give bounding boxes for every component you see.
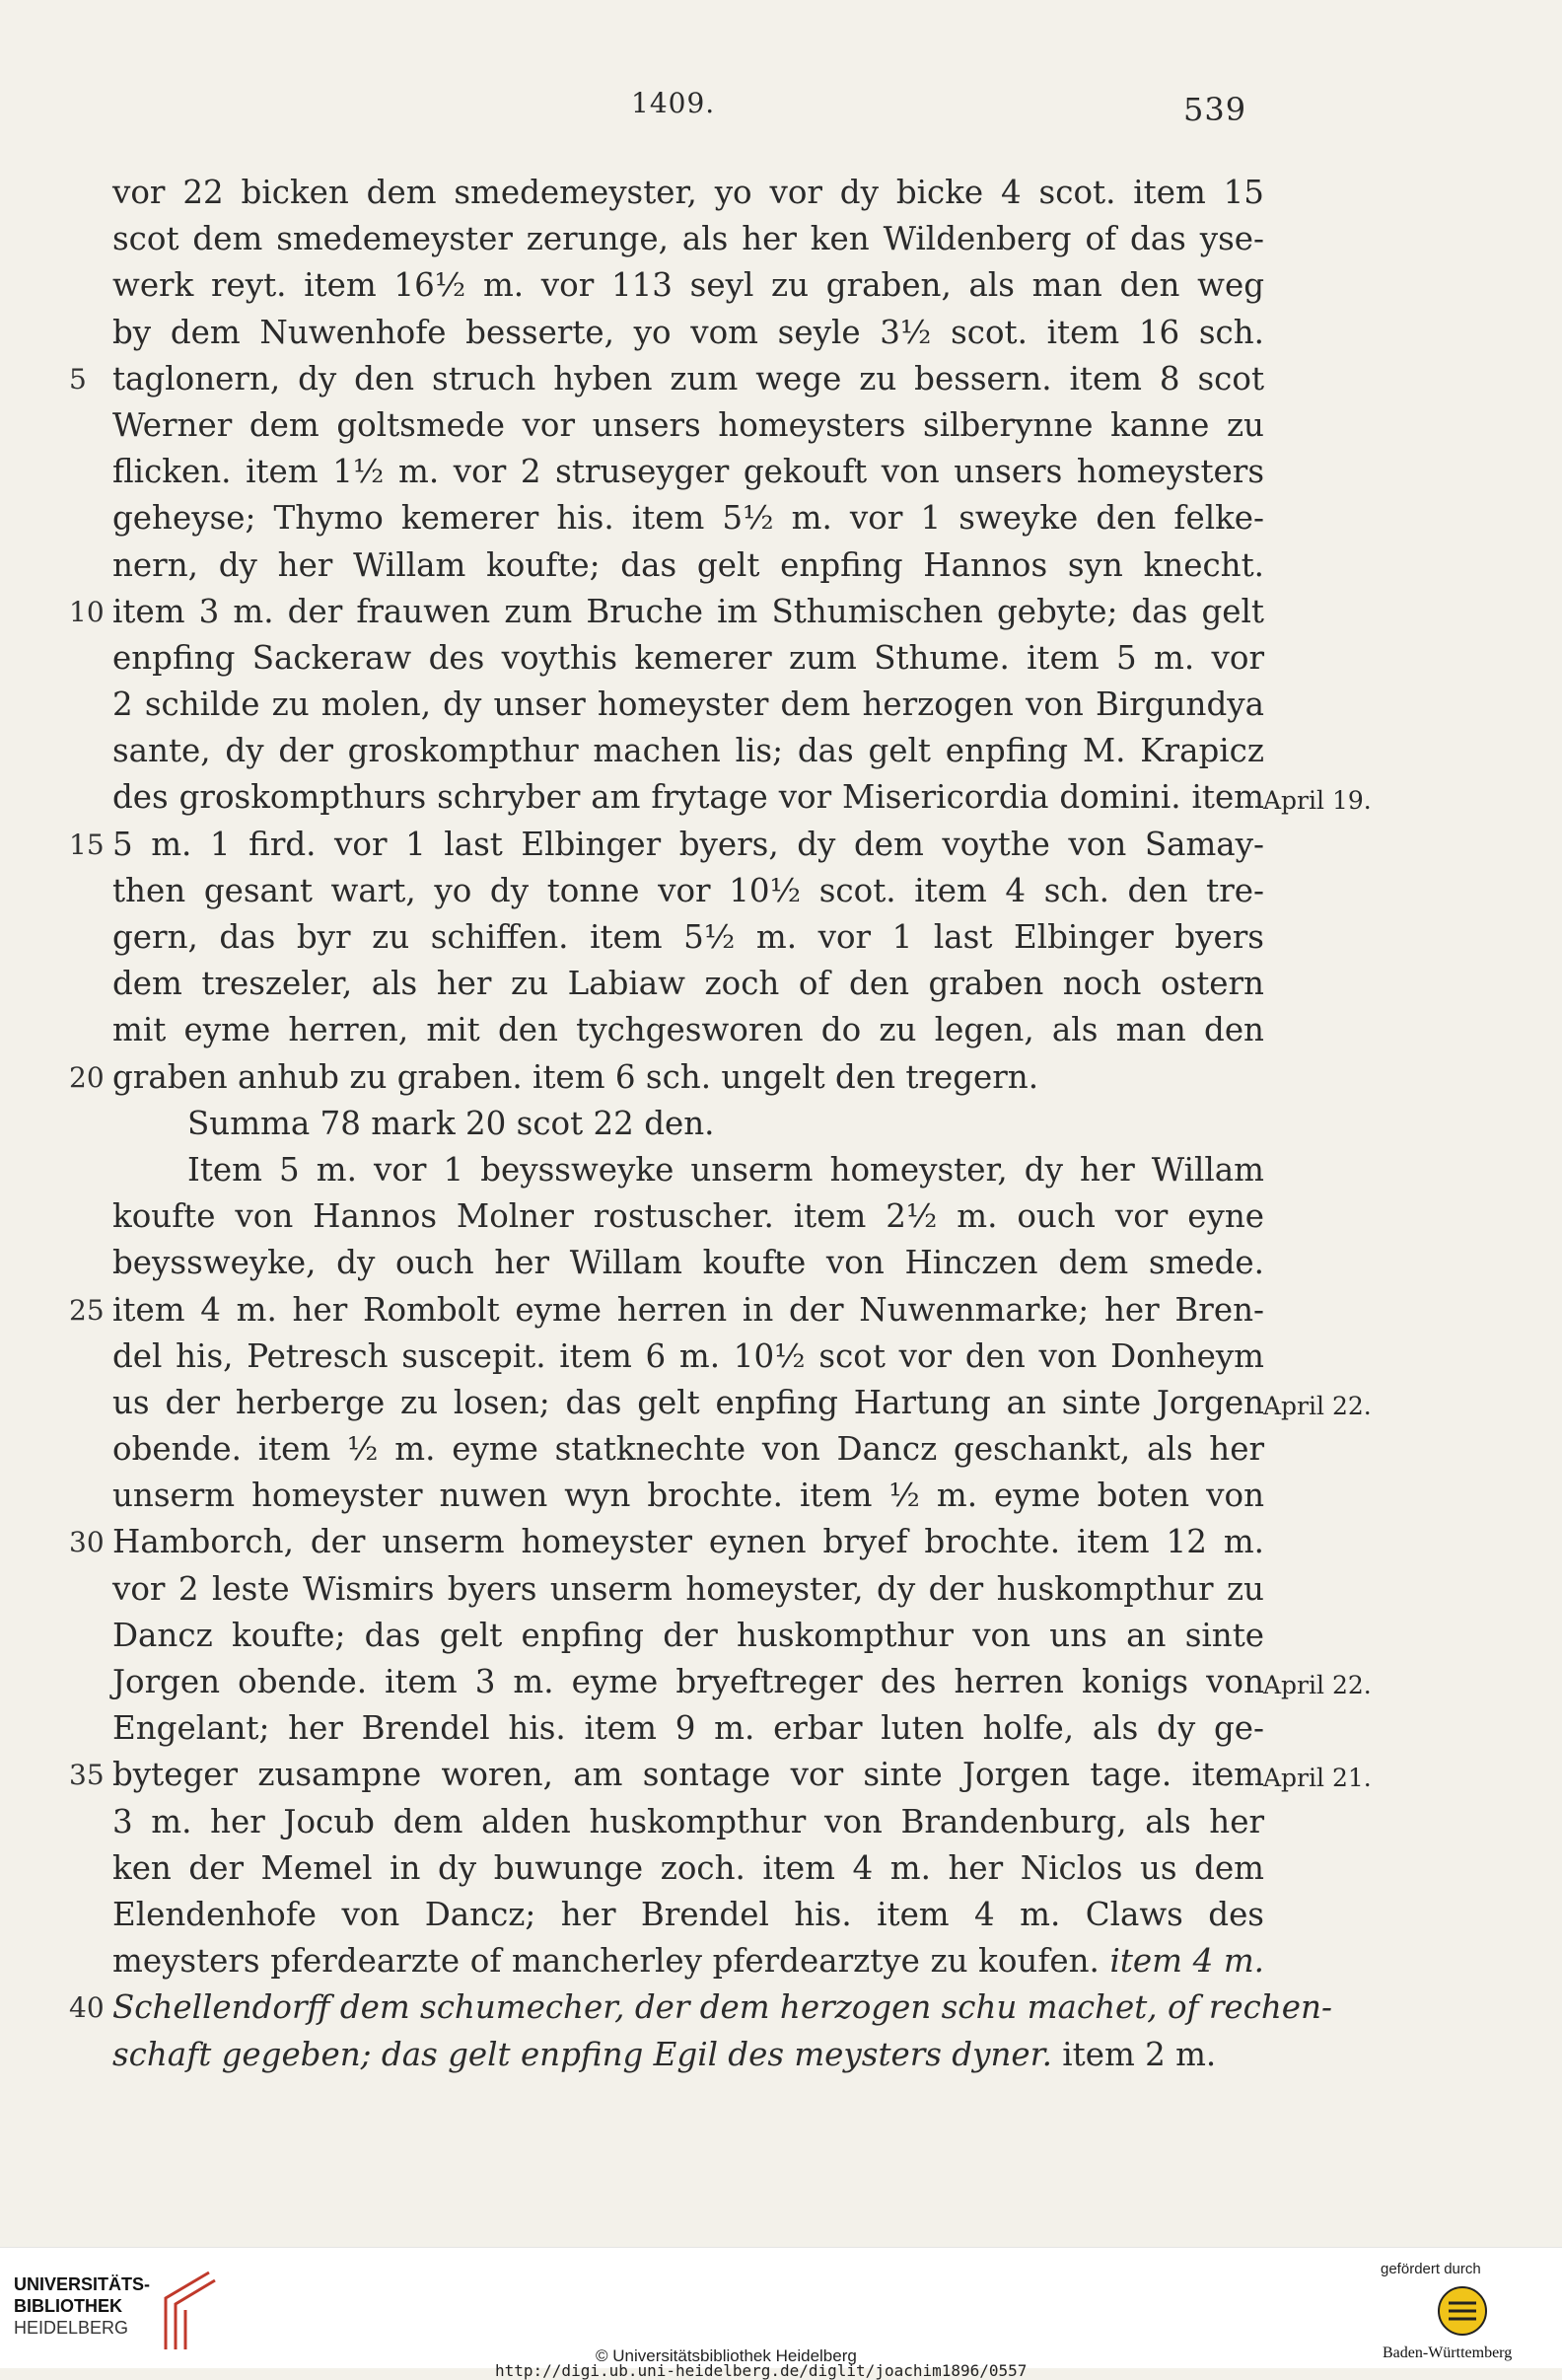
text-line <box>112 868 1264 914</box>
margin-date-note: April 22. <box>1263 1391 1372 1420</box>
line-number: 40 <box>69 1991 105 2025</box>
line-text: obende. item ½ m. eyme statknechte von Dancz geschankt, als her <box>112 1430 1264 1469</box>
text-line <box>112 961 1264 1007</box>
text-line <box>112 728 1264 774</box>
line-text: Werner dem goltsmede vor unsers homeysters silberynne kanne zu <box>112 405 1264 444</box>
line-text: Engelant; her Brendel his. item 9 m. erbar luten holfe, als dy ge- <box>112 1709 1264 1748</box>
text-line <box>112 1659 1372 1705</box>
line-text: taglonern, dy den struch hyben zum wege zu bessern. item 8 scot <box>112 359 1264 397</box>
library-name-line3: HEIDELBERG <box>14 2318 129 2338</box>
text-line <box>112 1101 1264 1147</box>
header-year: 1409. <box>631 87 716 119</box>
line-number: 20 <box>69 1060 105 1094</box>
text-line <box>112 682 1264 728</box>
line-text: Item 5 m. vor 1 beyssweyke unserm homeyster, dy her Willam <box>187 1150 1264 1189</box>
line-text: del his, Petresch suscepit. item 6 m. 10½ scot vor den von Donheym <box>112 1336 1264 1375</box>
text-line <box>112 262 1264 309</box>
margin-date-note: April 22. <box>1263 1671 1372 1699</box>
text-line <box>112 495 1264 541</box>
funder-name: Baden-Württemberg <box>1383 2344 1513 2361</box>
text-line <box>112 1705 1264 1752</box>
text-line <box>69 1519 1264 1565</box>
text-line <box>112 542 1264 589</box>
line-number: 5 <box>69 362 87 396</box>
line-text: vor 2 leste Wismirs byers unserm homeyster, dy der huskompthur zu <box>112 1569 1264 1608</box>
line-text: schaft gegeben; das gelt enpfing Egil des meysters dyner. <box>112 2035 1052 2073</box>
text-line <box>112 216 1264 262</box>
text-line <box>112 635 1264 682</box>
line-text: Dancz koufte; das gelt enpfing der huskompthur von uns an sinte <box>112 1616 1264 1654</box>
margin-date-note: April 19. <box>1263 786 1372 816</box>
text-line <box>112 1193 1264 1240</box>
line-text: gern, das byr zu schiffen. item 5½ m. vor 1 last Elbinger byers <box>112 918 1264 956</box>
line-number: 25 <box>69 1293 105 1327</box>
italic-fragment: item 4 m. <box>1109 1942 1264 1981</box>
text-line <box>112 1240 1264 1286</box>
text-line <box>112 2032 1264 2078</box>
text-line <box>112 1938 1264 1984</box>
margin-date-note: April 21. <box>1263 1764 1372 1793</box>
line-text: by dem Nuwenhofe besserte, yo vom seyle 3½ scot. item 16 sch. <box>112 313 1264 351</box>
line-text: Summa 78 mark 20 scot 22 den. <box>187 1104 715 1142</box>
text-line <box>69 356 1264 402</box>
line-text: scot dem smedemeyster zerunge, als her ken Wildenberg of das yse- <box>112 220 1264 258</box>
line-text: byteger zusampne woren, am sontage vor sinte Jorgen tage. item <box>112 1756 1264 1794</box>
line-text: mit eyme herren, mit den tychgesworen do zu legen, als man den <box>112 1011 1264 1049</box>
line-text: item 3 m. der frauwen zum Bruche im Sthumischen gebyte; das gelt <box>112 592 1264 630</box>
line-text: Schellendorff dem schumecher, der dem herzogen schu machet, of rechen- <box>112 1988 1332 2027</box>
text-line <box>112 774 1372 821</box>
line-text: flicken. item 1½ m. vor 2 struseyger gekouft von unsers homeysters <box>112 453 1264 491</box>
text-line <box>112 1334 1264 1380</box>
text-line <box>112 1613 1264 1659</box>
line-text: 3 m. her Jocub dem alden huskompthur von Brandenburg, als her <box>112 1802 1264 1840</box>
line-text: unserm homeyster nuwen wyn brochte. item ½ m. eyme boten von <box>112 1477 1264 1515</box>
source-url-link[interactable]: http://digi.ub.uni-heidelberg.de/diglit/joachim1896/0557 <box>495 2361 1028 2380</box>
text-line <box>69 1054 1264 1101</box>
library-logo-icon <box>160 2269 219 2351</box>
text-line <box>69 1287 1264 1334</box>
document-body <box>69 170 1372 2078</box>
line-text: dem treszeler, als her zu Labiaw zoch of den graben noch ostern <box>112 965 1264 1003</box>
line-text: werk reyt. item 16½ m. vor 113 seyl zu graben, als man den weg <box>112 266 1264 305</box>
text-line <box>112 170 1264 216</box>
line-text: des groskompthurs schryber am frytage vor Misericordia domini. item <box>112 778 1264 817</box>
text-line <box>112 1380 1372 1426</box>
line-text: then gesant wart, yo dy tonne vor 10½ scot. item 4 sch. den tre- <box>112 871 1264 909</box>
line-text: koufte von Hannos Molner rostuscher. item 2½ m. ouch vor eyne <box>112 1197 1264 1236</box>
line-text: us der herberge zu losen; das gelt enpfing Hartung an sinte Jorgen <box>112 1383 1264 1421</box>
line-text: Elendenhofe von Dancz; her Brendel his. item 4 m. Claws des <box>112 1895 1264 1933</box>
line-text: ken der Memel in dy buwunge zoch. item 4 m. her Niclos us dem <box>112 1848 1264 1887</box>
line-number: 30 <box>69 1526 105 1559</box>
line-text: sante, dy der groskompthur machen lis; das gelt enpfing M. Krapicz <box>112 732 1264 770</box>
coat-of-arms-icon <box>1435 2283 1490 2339</box>
line-text-tail: item 2 m. <box>1051 2035 1217 2073</box>
text-line <box>112 449 1264 495</box>
line-number: 35 <box>69 1759 105 1792</box>
line-number: 10 <box>69 595 105 628</box>
library-name-line2: BIBLIOTHEK <box>14 2296 122 2316</box>
page-number: 539 <box>1183 91 1247 128</box>
line-text: meysters pferdearzte of mancherley pferdearztye zu koufen. item 4 m. <box>112 1942 1264 1981</box>
line-text: item 4 m. her Rombolt eyme herren in der Nuwenmarke; her Bren- <box>112 1290 1264 1329</box>
text-line <box>112 1566 1264 1613</box>
line-text: vor 22 bicken dem smedemeyster, yo vor dy bicke 4 scot. item 15 <box>112 174 1264 211</box>
line-text: graben anhub zu graben. item 6 sch. ungelt den tregern. <box>112 1057 1039 1096</box>
text-line <box>112 1845 1264 1892</box>
line-text: geheyse; Thymo kemerer his. item 5½ m. vor 1 sweyke den felke- <box>112 499 1264 538</box>
text-line <box>112 1892 1264 1938</box>
text-line <box>112 1147 1264 1193</box>
line-number: 15 <box>69 828 105 861</box>
text-line <box>112 1473 1264 1519</box>
funded-by-label: gefördert durch <box>1381 2261 1481 2277</box>
text-line <box>69 822 1264 868</box>
line-text: enpfing Sackeraw des voythis kemerer zum Sthume. item 5 m. vor <box>112 638 1264 677</box>
line-text: nern, dy her Willam koufte; das gelt enpfing Hannos syn knecht. <box>112 545 1264 584</box>
text-line <box>112 914 1264 961</box>
text-line <box>69 1984 1332 2031</box>
library-name-line1: UNIVERSITÄTS- <box>14 2274 151 2294</box>
line-text: Jorgen obende. item 3 m. eyme bryeftreger des herren konigs von <box>112 1663 1264 1700</box>
text-line <box>112 1426 1264 1473</box>
text-line <box>112 1799 1264 1845</box>
text-line <box>69 1752 1372 1798</box>
text-line <box>112 1007 1264 1053</box>
text-line <box>112 310 1264 356</box>
text-line <box>69 589 1264 635</box>
line-text: 5 m. 1 fird. vor 1 last Elbinger byers, dy dem voythe von Samay- <box>112 825 1264 863</box>
line-text: Hamborch, der unserm homeyster eynen bryef brochte. item 12 m. <box>112 1523 1264 1561</box>
copyright-text: © Universitätsbibliothek Heidelberg <box>596 2346 857 2365</box>
text-line <box>112 402 1264 449</box>
line-text: beyssweyke, dy ouch her Willam koufte von Hinczen dem smede. <box>112 1244 1264 1282</box>
line-text: 2 schilde zu molen, dy unser homeyster dem herzogen von Birgundya <box>112 685 1264 724</box>
